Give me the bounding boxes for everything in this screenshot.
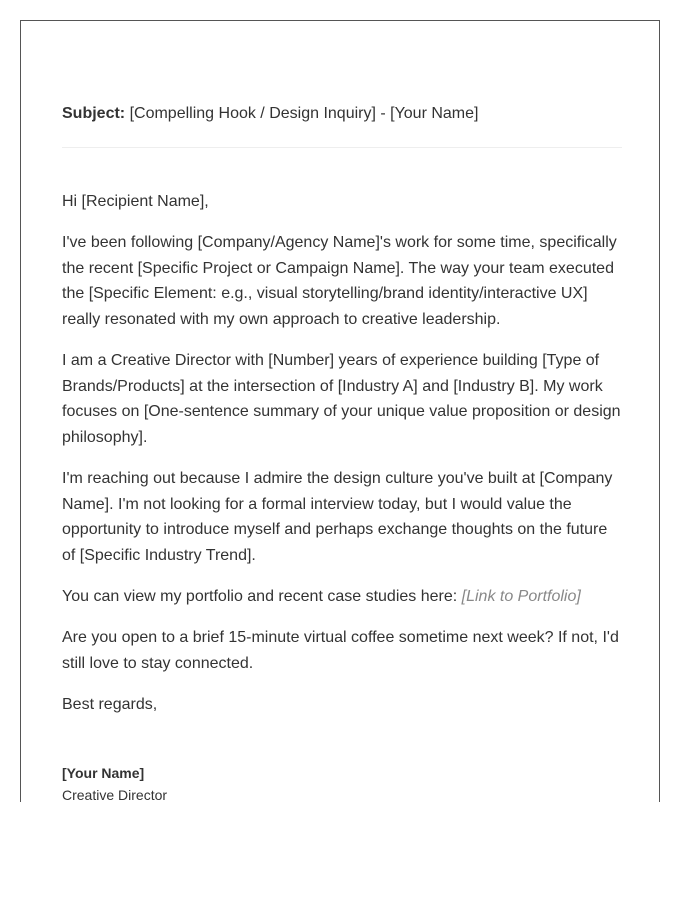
email-template-card	[20, 20, 660, 802]
subject-divider	[62, 147, 622, 148]
signature-block	[62, 762, 167, 802]
greeting: Hi [Recipient Name],	[62, 193, 209, 210]
subject-text: [Compelling Hook / Design Inquiry] - [Your Name]	[129, 105, 479, 122]
portfolio-link[interactable]: [Link to Portfolio]	[461, 588, 581, 606]
subject-line	[62, 104, 478, 124]
paragraph-closing-question: Are you open to a brief 15-minute virtual coffee sometime next week? If not, I'd still love to stay connected.	[62, 629, 619, 672]
subject-label: Subject:	[62, 105, 126, 122]
paragraph-interest: I've been following [Company/Agency Name]'s work for some time, specifically the recent [Specific Project or Campaign Name]. The way your team executed the [Specific Element: e.g., visual storytelling/brand identity/interactive UX] really resonated with my own approach to creative leadership.	[62, 234, 617, 328]
paragraph-portfolio	[62, 584, 624, 610]
paragraph-reason: I'm reaching out because I admire the design culture you've built at [Company Name]. I'm not looking for a formal interview today, but I would value the opportunity to introduce myself and perhaps exchange thoughts on the future of [Specific Industry Trend].	[62, 470, 613, 564]
sign-off: Best regards,	[62, 696, 158, 714]
signature-title: Creative Director	[62, 787, 168, 802]
email-body	[62, 189, 624, 733]
portfolio-text: You can view my portfolio and recent case studies here:	[62, 588, 458, 606]
paragraph-experience: I am a Creative Director with [Number] years of experience building [Type of Brands/Products] at the intersection of [Industry A] and [Industry B]. My work focuses on [One-sentence summary of your unique value proposition or design philosophy].	[62, 352, 621, 446]
signature-name: [Your Name]	[62, 765, 145, 781]
